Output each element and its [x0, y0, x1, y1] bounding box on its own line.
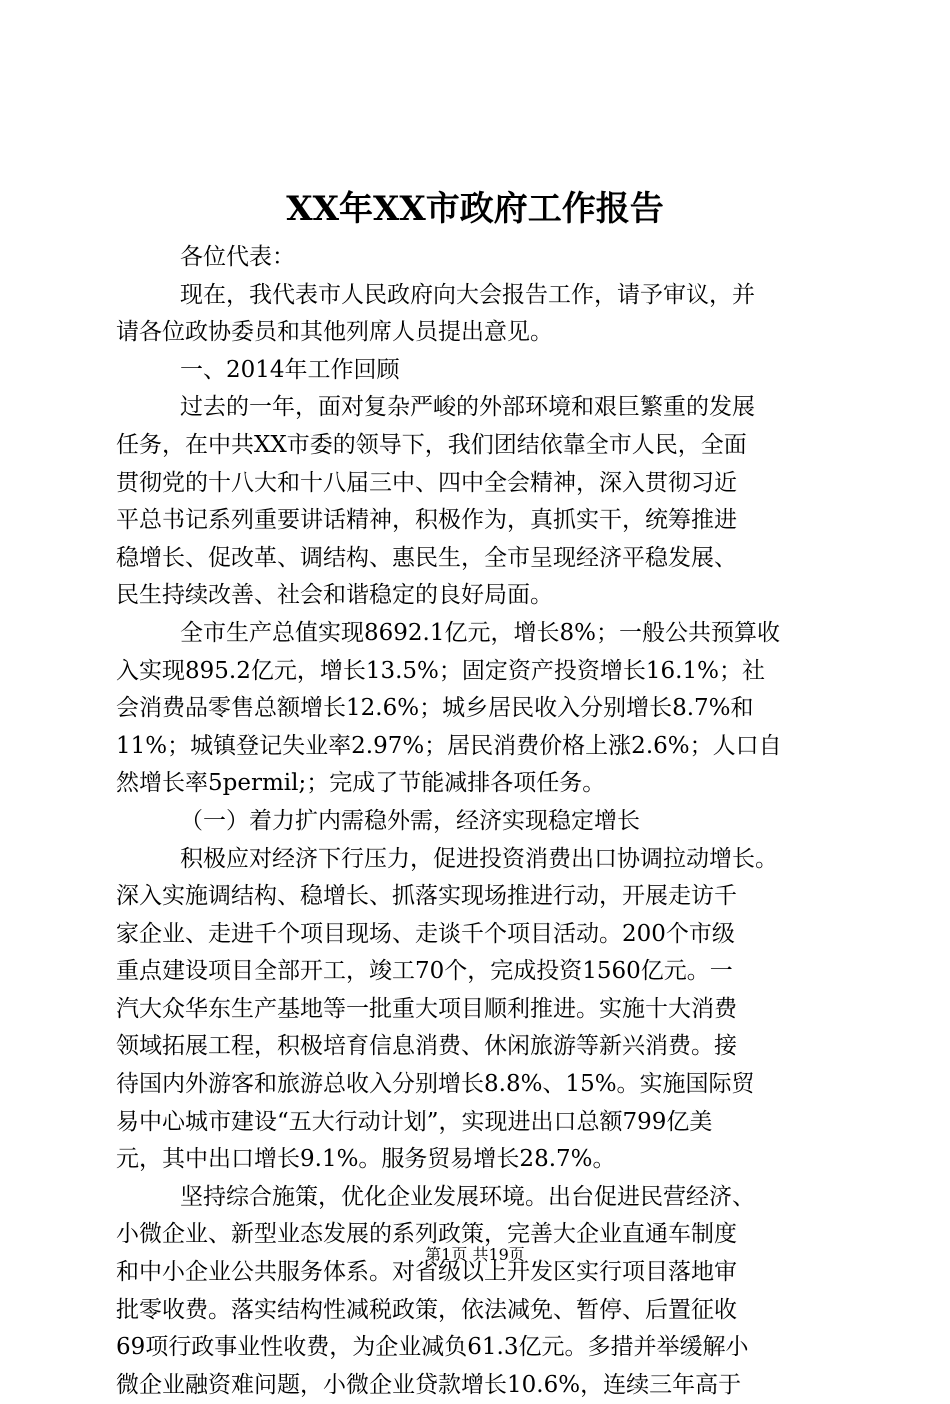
- text-line: 微企业融资难问题，小微企业贷款增长10.6%，连续三年高于: [116, 1371, 742, 1398]
- text-line: 领域拓展工程，积极培育信息消费、休闲旅游等新兴消费。接: [116, 1033, 737, 1060]
- text-line: 重点建设项目全部开工，竣工70个，完成投资1560亿元。一: [116, 958, 733, 985]
- text-line: 69项行政事业性收费，为企业减负61.3亿元。多措并举缓解小: [116, 1334, 749, 1361]
- document-body: [116, 239, 836, 1404]
- text-line: 稳增长、促改革、调结构、惠民生，全市呈现经济平稳发展、: [116, 544, 737, 571]
- text-line: 会消费品零售总额增长12.6%；城乡居民收入分别增长8.7%和: [116, 695, 754, 722]
- text-line: 一、2014年工作回顾: [180, 356, 400, 383]
- text-line: 易中心城市建设“五大行动计划”，实现进出口总额799亿美: [116, 1108, 713, 1135]
- text-line: 入实现895.2亿元，增长13.5%；固定资产投资增长16.1%；社: [116, 657, 765, 684]
- text-line: 待国内外游客和旅游总收入分别增长8.8%、15%。实施国际贸: [116, 1071, 755, 1098]
- text-line: 各位代表：: [180, 244, 295, 270]
- text-line: 小微企业、新型业态发展的系列政策，完善大企业直通车制度: [116, 1221, 737, 1248]
- text-line: 全市生产总值实现8692.1亿元，增长8%；一般公共预算收: [180, 619, 780, 646]
- text-line: 过去的一年，面对复杂严峻的外部环境和艰巨繁重的发展: [180, 394, 755, 421]
- text-line: 批零收费。落实结构性减税政策，依法减免、暂停、后置征收: [116, 1296, 737, 1323]
- text-line: 积极应对经济下行压力，促进投资消费出口协调拉动增长。: [180, 845, 778, 872]
- text-line: 11%；城镇登记失业率2.97%；居民消费价格上涨2.6%；人口自: [116, 732, 782, 759]
- text-line: 坚持综合施策，优化企业发展环境。出台促进民营经济、: [180, 1183, 755, 1210]
- text-line: 然增长率5permil;；完成了节能减排各项任务。: [116, 770, 606, 797]
- text-line: 现在，我代表市人民政府向大会报告工作，请予审议，并: [180, 281, 755, 308]
- text-line: 元，其中出口增长9.1%。服务贸易增长28.7%。: [116, 1146, 616, 1173]
- document-title: XX年XX市政府工作报告: [286, 189, 664, 229]
- text-line: 贯彻党的十八大和十八届三中、四中全会精神，深入贯彻习近: [116, 469, 737, 496]
- text-line: 和中小企业公共服务体系。对省级以上开发区实行项目落地审: [116, 1259, 737, 1286]
- text-line: （一）着力扩内需稳外需，经济实现稳定增长: [180, 807, 640, 834]
- text-line: 平总书记系列重要讲话精神，积极作为，真抓实干，统筹推进: [116, 507, 737, 534]
- text-line: 民生持续改善、社会和谐稳定的良好局面。: [116, 582, 553, 609]
- text-line: 请各位政协委员和其他列席人员提出意见。: [116, 319, 553, 346]
- text-line: 家企业、走进千个项目现场、走谈千个项目活动。200个市级: [116, 920, 735, 947]
- text-line: 任务，在中共XX市委的领导下，我们团结依靠全市人民，全面: [116, 431, 747, 458]
- text-line: 深入实施调结构、稳增长、抓落实现场推进行动，开展走访千: [116, 883, 737, 910]
- page-footer: 第1页 共19页: [425, 1245, 525, 1264]
- text-line: 汽大众华东生产基地等一批重大项目顺利推进。实施十大消费: [116, 995, 737, 1022]
